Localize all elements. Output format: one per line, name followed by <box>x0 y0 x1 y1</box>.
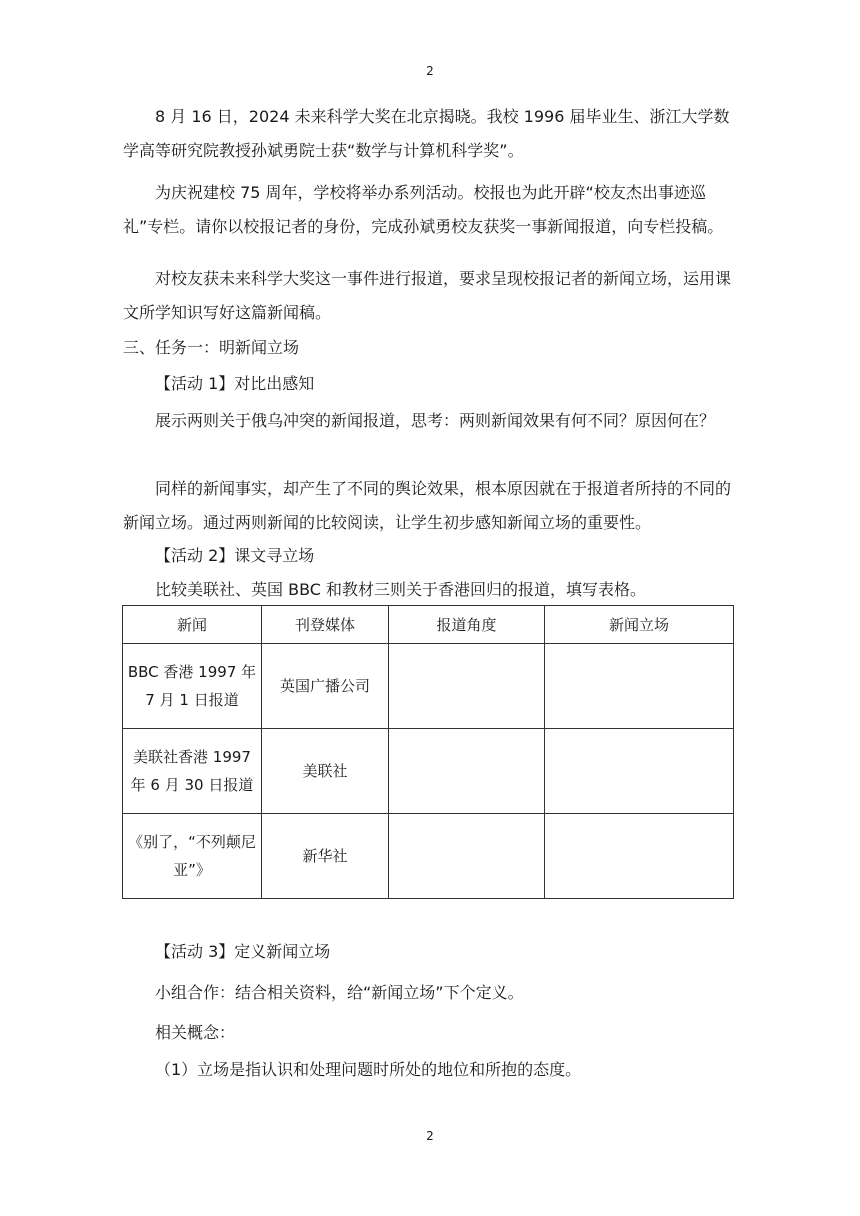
table-header-cell: 新闻立场 <box>545 606 734 644</box>
table-header-cell: 刊登媒体 <box>262 606 389 644</box>
table-cell-media: 美联社 <box>262 729 389 814</box>
table-header-row <box>123 606 734 644</box>
activity1-heading: 【活动 1】对比出感知 <box>155 374 315 393</box>
footer-page-number: 2 <box>426 1129 434 1143</box>
table-cell-news: BBC 香港 1997 年 7 月 1 日报道 <box>123 644 262 729</box>
paragraph-definition-1: （1）立场是指认识和处理问题时所处的地位和所抱的态度。 <box>155 1060 582 1079</box>
table-cell-media: 新华社 <box>262 814 389 899</box>
paragraph-anniversary: 为庆祝建校 75 周年，学校将举办系列活动。校报也为此开辟“校友杰出事迹巡礼”专栏。请你以校报记者的身份，完成孙斌勇校友获奖一事新闻报道，向专栏投稿。 <box>123 183 724 236</box>
header-page-number: 2 <box>426 64 434 78</box>
table-cell-angle[interactable] <box>389 729 545 814</box>
paragraph-report-requirement: 对校友获未来科学大奖这一事件进行报道，要求呈现校报记者的新闻立场，运用课文所学知识写好这篇新闻稿。 <box>123 269 732 322</box>
paragraph-compare-reports: 展示两则关于俄乌冲突的新闻报道，思考：两则新闻效果有何不同？原因何在？ <box>155 411 716 430</box>
table-row <box>123 814 734 899</box>
table-header-cell: 新闻 <box>123 606 262 644</box>
paragraph-group-task: 小组合作：结合相关资料，给“新闻立场”下个定义。 <box>155 983 524 1002</box>
table-row <box>123 644 734 729</box>
paragraph-stance-effect: 同样的新闻事实，却产生了不同的舆论效果，根本原因就在于报道者所持的不同的新闻立场。通过两则新闻的比较阅读，让学生初步感知新闻立场的重要性。 <box>123 479 732 532</box>
activity2-heading: 【活动 2】课文寻立场 <box>155 546 315 565</box>
table-header-cell: 报道角度 <box>389 606 545 644</box>
paragraph-award-news: 8 月 16 日，2024 未来科学大奖在北京揭晓。我校 1996 届毕业生、浙江大学数学高等研究院教授孙斌勇院士获“数学与计算机科学奖”。 <box>123 107 730 160</box>
table-cell-stance[interactable] <box>545 729 734 814</box>
section-heading-task1: 三、任务一：明新闻立场 <box>123 338 300 357</box>
table-cell-news: 《别了，“不列颠尼亚”》 <box>123 814 262 899</box>
table-cell-media: 英国广播公司 <box>262 644 389 729</box>
table-row <box>123 729 734 814</box>
table-cell-stance[interactable] <box>545 814 734 899</box>
activity3-heading: 【活动 3】定义新闻立场 <box>155 942 331 961</box>
comparison-table <box>122 605 734 899</box>
paragraph-table-instruction: 比较美联社、英国 BBC 和教材三则关于香港回归的报道，填写表格。 <box>155 580 647 599</box>
table-cell-news: 美联社香港 1997 年 6 月 30 日报道 <box>123 729 262 814</box>
table-cell-angle[interactable] <box>389 644 545 729</box>
table-cell-stance[interactable] <box>545 644 734 729</box>
table-cell-angle[interactable] <box>389 814 545 899</box>
paragraph-related-concepts: 相关概念： <box>155 1023 236 1042</box>
